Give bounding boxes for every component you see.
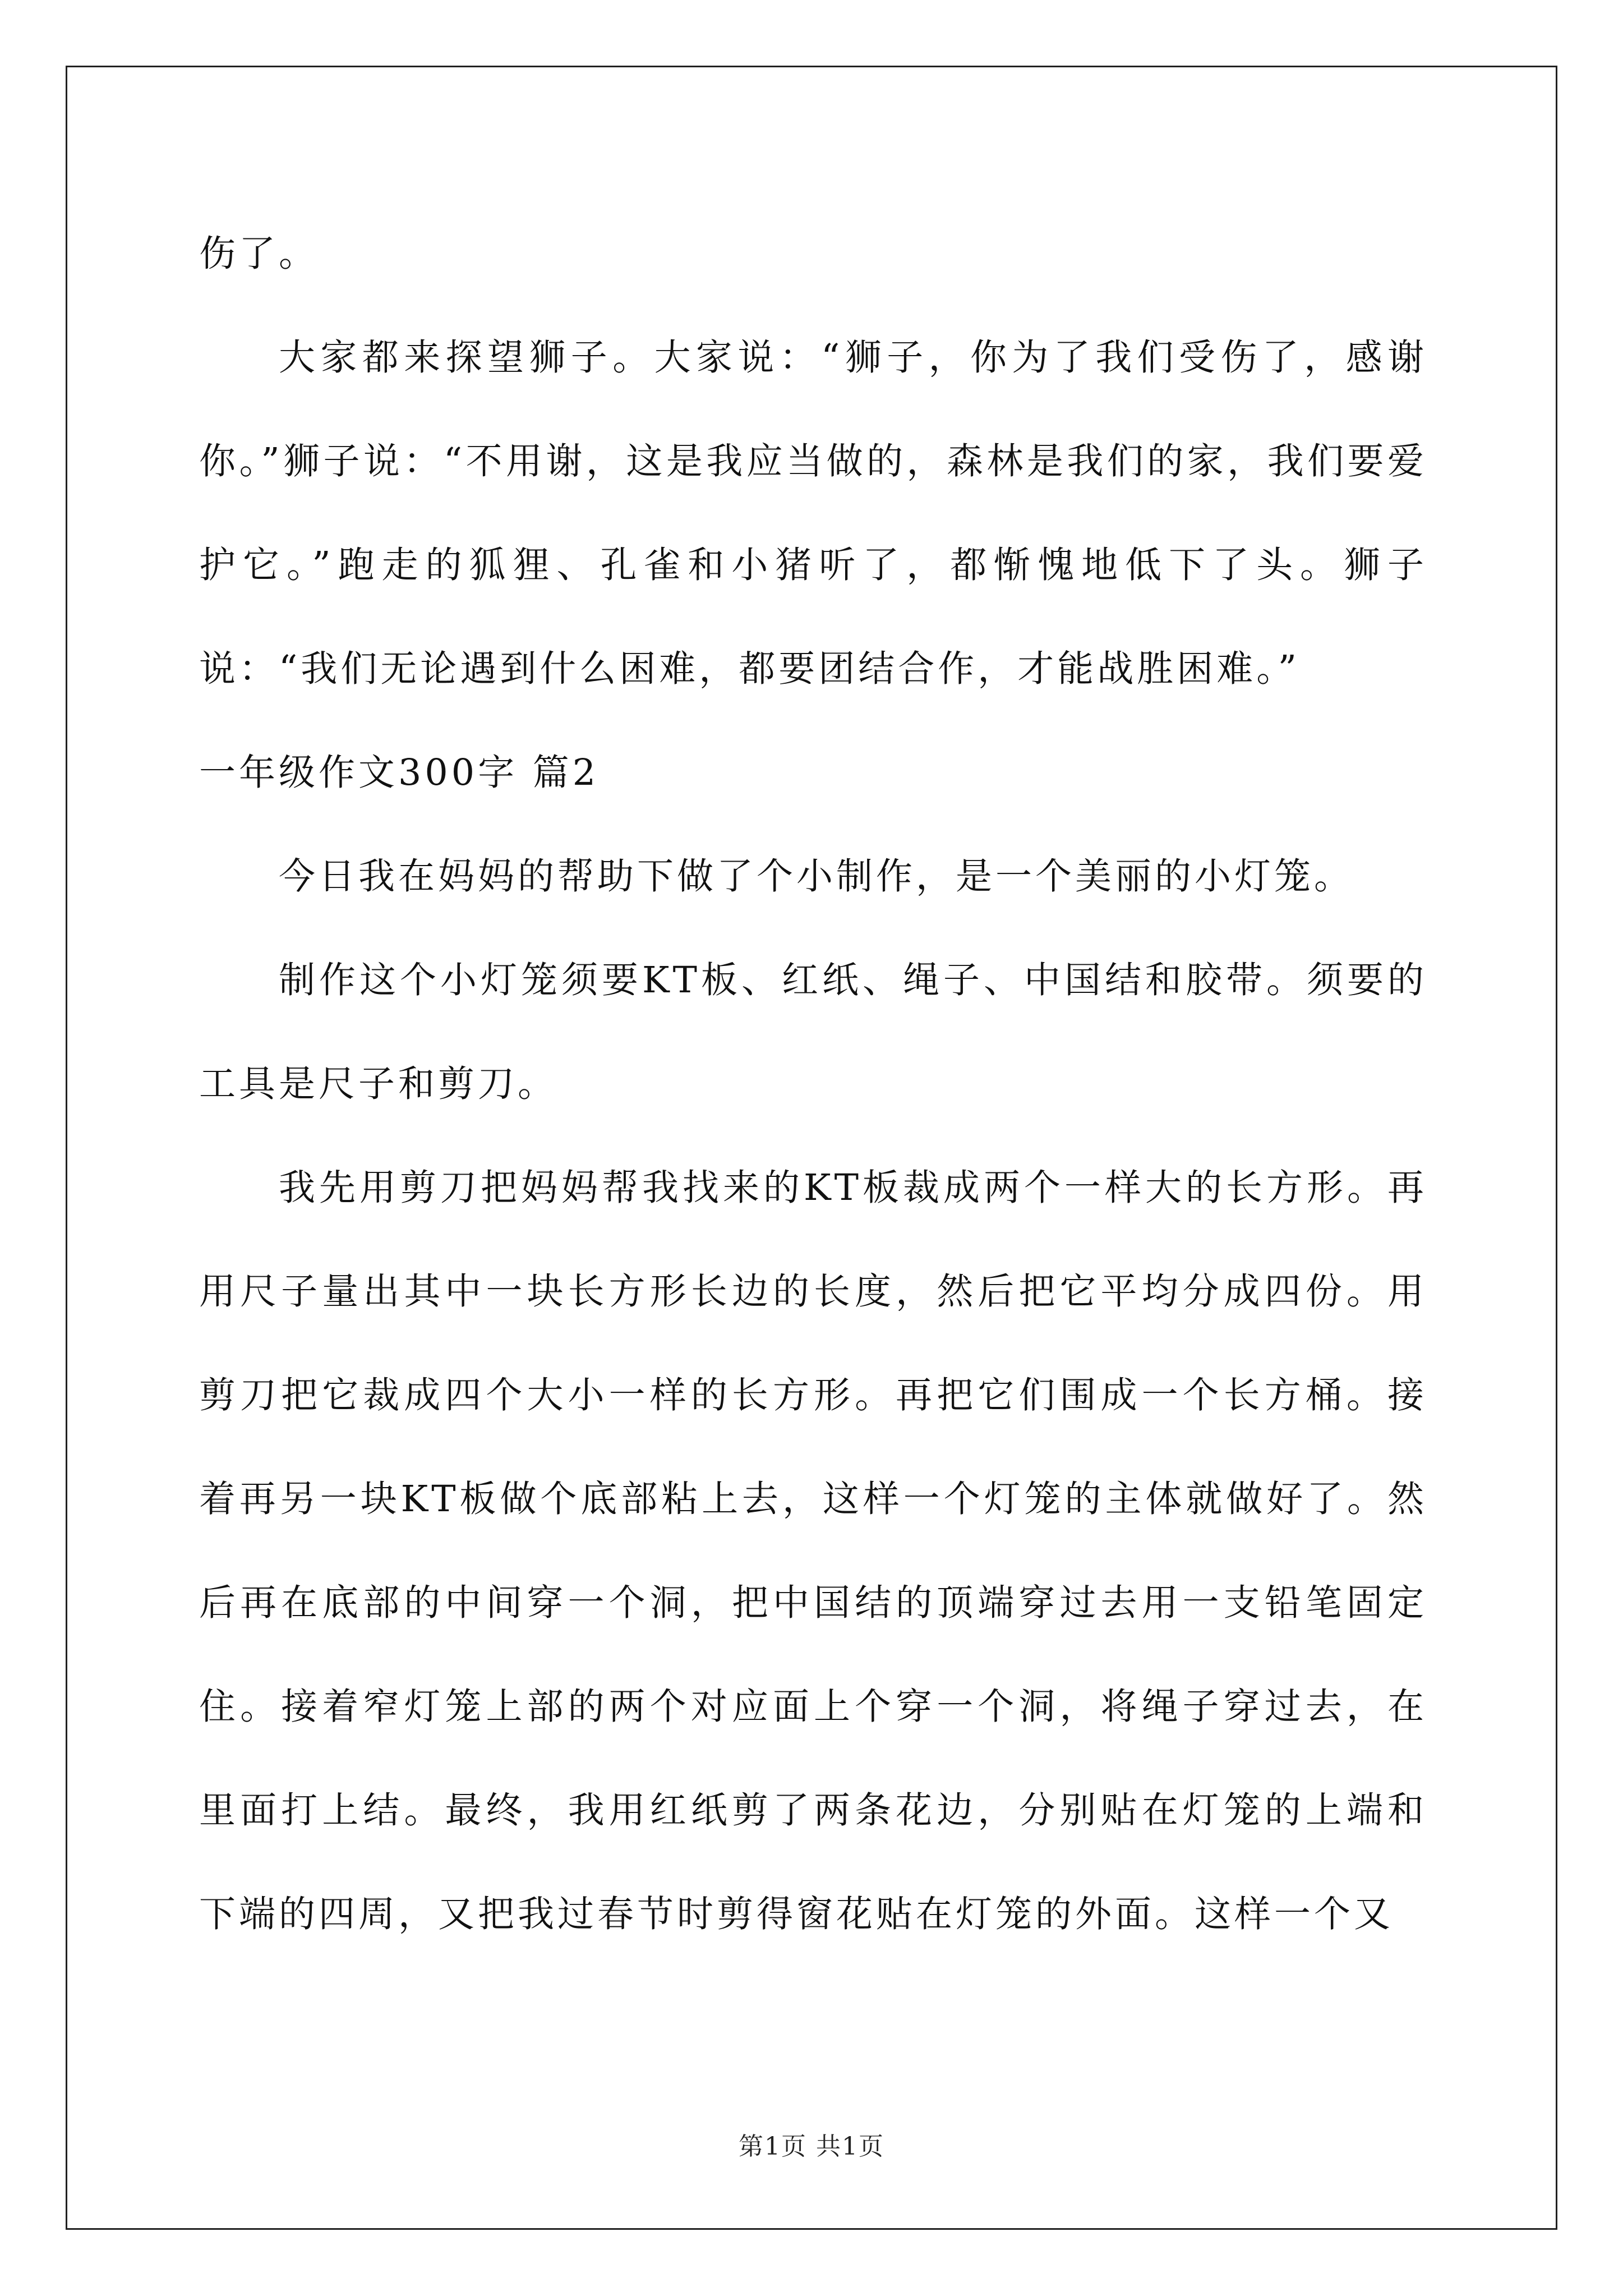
paragraph-materials: 制作这个小灯笼须要KT板、红纸、绳子、中国结和胶带。须要的工具是尺子和剪刀。 bbox=[199, 959, 1427, 1105]
paragraph-steps: 我先用剪刀把妈妈帮我找来的KT板裁成两个一样大的长方形。再用尺子量出其中一块长方形长边的长度，然后把它平均分成四份。用剪刀把它裁成四个大小一样的长方形。再把它们围成一个长方桶。接着再另一块KT板做个底部粘上去，这样一个灯笼的主体就做好了。然后再在底部的中间穿一个洞，把中国结的顶端穿过去用一支铅笔固定住。接着窄灯笼上部的两个对应面上个穿一个洞，将绳子穿过去，在里面打上结。最终，我用红纸剪了两条花边，分别贴在灯笼的上端和下端的四周，又把我过春节时剪得窗花贴在灯笼的外面。这样一个又 bbox=[199, 1167, 1427, 1935]
paragraph-lion-visit: 大家都来探望狮子。大家说：“狮子，你为了我们受伤了，感谢你。”狮子说：“不用谢，这是我应当做的，森林是我们的家，我们要爱护它。”跑走的狐狸、孔雀和小猪听了，都惭愧地低下了头。狮子说：“我们无论遇到什么困难，都要团结合作，才能战胜困难。” bbox=[199, 337, 1427, 690]
document-body bbox=[199, 202, 1427, 1966]
section-heading: 一年级作文300字 篇2 bbox=[199, 752, 600, 794]
page-footer: 第1页 共1页 bbox=[739, 2132, 884, 2161]
paragraph-intro: 今日我在妈妈的帮助下做了个小制作，是一个美丽的小灯笼。 bbox=[279, 855, 1354, 898]
paragraph-continuation: 伤了。 bbox=[199, 233, 319, 275]
